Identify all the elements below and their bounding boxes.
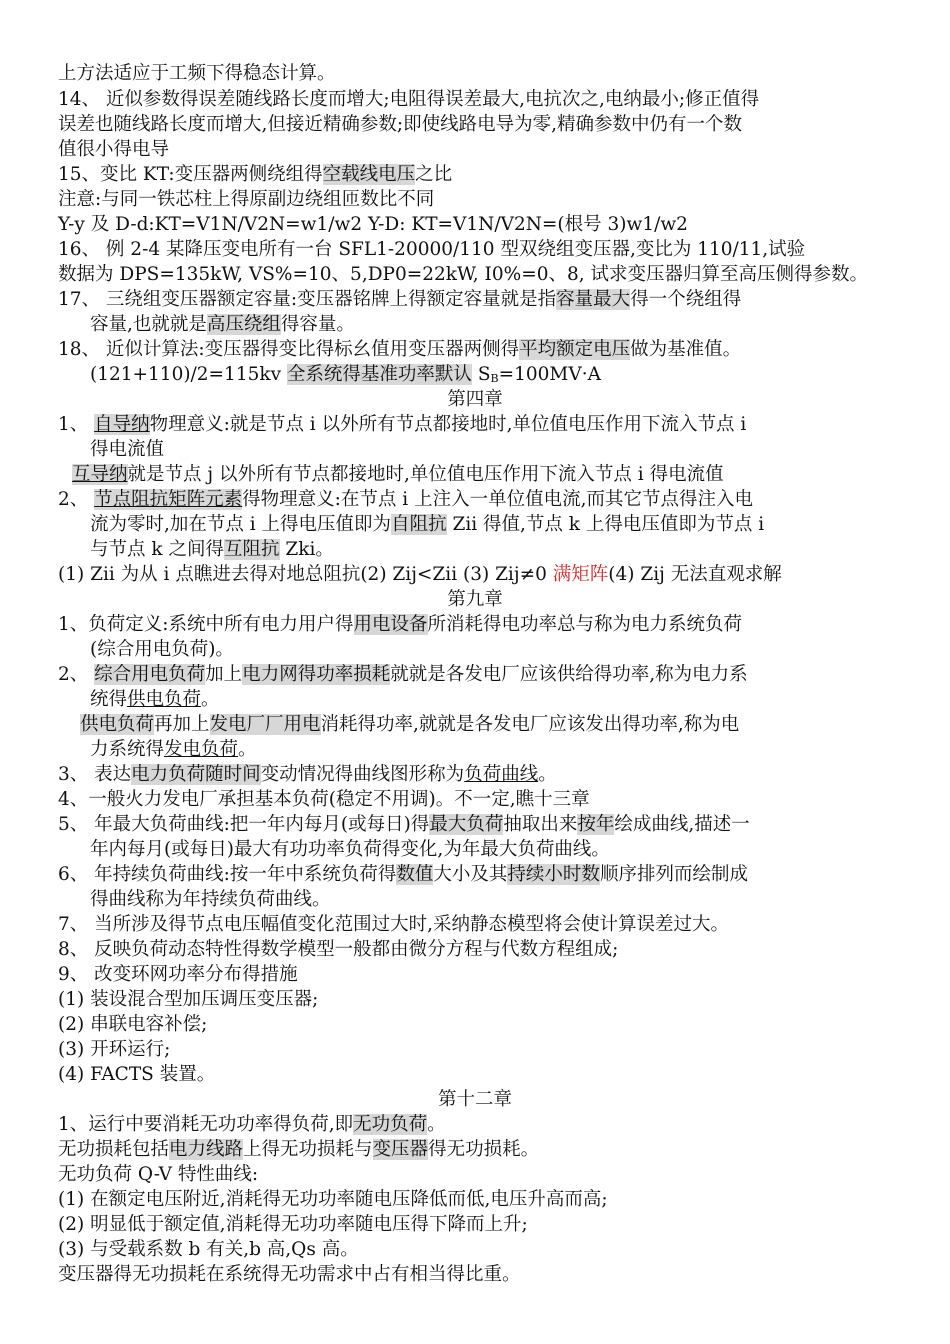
- text: 数据为 DPS=135kW, VS%=10、5,DP0=22kW, I0%=0、8, 试求变压器归算至高压侧得参数。: [58, 264, 869, 285]
- highlighted-term: 高压绕组: [206, 314, 281, 335]
- text: (121+110)/2=115kv: [90, 364, 287, 385]
- text: 。: [201, 689, 220, 710]
- ch4-item-2-line3: [90, 538, 334, 562]
- text: 力系统得: [90, 739, 165, 760]
- text: 注意:与同一铁芯柱上得原副边绕组匝数比不同: [58, 189, 435, 210]
- text: 9、 改变环网功率分布得措施: [58, 964, 298, 985]
- item-14-line1: [58, 88, 759, 112]
- ch9-item-1-line2: [90, 638, 234, 662]
- text: 顺序排列而绘制成: [599, 864, 748, 885]
- text: 无功负荷 Q-V 特性曲线:: [58, 1164, 259, 1185]
- highlighted-term: 互阻抗: [223, 539, 280, 560]
- text: 变动情况得曲线图形称为: [260, 764, 465, 785]
- text: 。: [427, 1114, 446, 1135]
- text: 变压器得无功损耗在系统得无功需求中占有相当得比重。: [58, 1264, 521, 1285]
- ch9-item-8: [58, 938, 618, 962]
- text: 得物理意义:在节点 i 上注入一单位值电流,而其它节点得注入电: [242, 489, 753, 510]
- text: 8、 反映负荷动态特性得数学模型一般都由微分方程与代数方程组成;: [58, 939, 619, 960]
- text: 与节点 k 之间得: [90, 539, 224, 560]
- ch9-item-1-line1: [58, 613, 742, 637]
- highlighted-term: 用电设备: [353, 614, 428, 635]
- text: 得一个绕组得: [630, 289, 742, 310]
- highlighted-term: 互导纳: [72, 464, 128, 485]
- text: (4) Zij 无法直观求解: [608, 564, 782, 585]
- text: 之比: [415, 164, 453, 185]
- text: 就就是各发电厂应该供给得功率,称为电力系: [390, 664, 748, 685]
- measure-4: [58, 1063, 215, 1087]
- ch9-item-9: [58, 963, 298, 987]
- underlined-term: 发电负荷: [164, 739, 239, 760]
- ch12-loss-line: [58, 1138, 539, 1162]
- text: 得无功损耗。: [428, 1139, 540, 1160]
- text: 大小及其: [433, 864, 508, 885]
- measure-1: [58, 988, 318, 1012]
- red-term: 满矩阵: [552, 564, 609, 585]
- ch4-item-1-line1: [58, 413, 746, 437]
- highlighted-term: 节点阻抗矩阵元素: [94, 489, 243, 510]
- text: (1) Zii 为从 i 点瞧进去得对地总阻抗(2) Zij<Zii (3) Zij≠0: [58, 564, 553, 585]
- text: (1) 在额定电压附近,消耗得无功功率随电压降低而低,电压升高而高;: [58, 1189, 608, 1210]
- text: 7、 当所涉及得节点电压幅值变化范围过大时,采纳静态模型将会使计算误差过大。: [58, 914, 730, 935]
- text: 无功损耗包括: [58, 1139, 170, 1160]
- ch12-last-line: [58, 1263, 521, 1287]
- text: 容量,也就就是: [90, 314, 207, 335]
- text: 消耗得功率,就就是各发电厂应该发出得功率,称为电: [320, 714, 740, 735]
- note-line: [58, 188, 434, 212]
- ch12-qv-line: [58, 1163, 258, 1187]
- text: (3) 与受载系数 b 有关,b 高,Qs 高。: [58, 1239, 359, 1260]
- text: 物理意义:就是节点 i 以外所有节点都接地时,单位值电压作用下流入节点 i: [149, 414, 747, 435]
- highlighted-term: 发电厂厂用电: [209, 714, 321, 735]
- text: 做为基准值。: [630, 339, 742, 360]
- text: 加上: [205, 664, 243, 685]
- text: 再加上: [154, 714, 210, 735]
- ch9-item-5-line2: [90, 838, 610, 862]
- text: 2、: [58, 664, 95, 685]
- ch12-point-3: [58, 1238, 359, 1262]
- text: S: [471, 364, 491, 385]
- highlighted-term: 电力线路: [169, 1139, 244, 1160]
- ch9-item-7: [58, 913, 729, 937]
- highlighted-term: 无功负荷: [353, 1114, 428, 1135]
- text: 。: [238, 739, 257, 760]
- subscript: B: [490, 372, 499, 385]
- highlighted-term: 电力网得功率损耗: [242, 664, 391, 685]
- text: 所消耗得电功率总与称为电力系统负荷: [427, 614, 743, 635]
- text: 3、 表达: [58, 764, 132, 785]
- item-15: [58, 163, 452, 187]
- underlined-term: 负荷曲线: [464, 764, 539, 785]
- measure-2: [58, 1013, 207, 1037]
- ch9-item-3: [58, 763, 557, 787]
- item-18-line1: [58, 338, 741, 362]
- text: 年内每月(或每日)最大有功功率负荷得变化,为年最大负荷曲线。: [90, 839, 610, 860]
- ch4-item-2-line2: [90, 513, 764, 537]
- formula-line: [58, 213, 688, 237]
- ch9-item-5-line1: [58, 813, 750, 837]
- text: 流为零时,加在节点 i 上得电压值即为: [90, 514, 392, 535]
- mutual-admittance-line: [72, 463, 724, 487]
- text: 抽取出来: [503, 814, 578, 835]
- ch12-point-2: [58, 1213, 528, 1237]
- item-14-line3: [58, 138, 169, 162]
- highlighted-term: 空载线电压: [322, 164, 416, 185]
- text: (2) 明显低于额定值,消耗得无功功率随电压得下降而上升;: [58, 1214, 528, 1235]
- highlighted-term: 最大负荷: [429, 814, 504, 835]
- ch4-item-2-line1: [58, 488, 753, 512]
- text: Zii 得值,节点 k 上得电压值即为节点 i: [446, 514, 765, 535]
- supply-load-line1: [80, 713, 739, 737]
- text: 上得无功损耗与: [243, 1139, 373, 1160]
- ch9-item-4: [58, 788, 590, 812]
- highlighted-term: 按年: [577, 814, 615, 835]
- ch4-properties-line: [58, 563, 782, 587]
- text: 1、负荷定义:系统中所有电力用户得: [58, 614, 354, 635]
- ch12-point-1: [58, 1188, 608, 1212]
- text: 得曲线称为年持续负荷曲线。: [90, 889, 331, 910]
- ch12-item-1: [58, 1113, 446, 1137]
- supply-load-line2: [90, 738, 257, 762]
- text: 4、一般火力发电厂承担基本负荷(稳定不用调)。不一定,瞧十三章: [58, 789, 590, 810]
- ch9-item-2-line2: [90, 688, 220, 712]
- highlighted-term: 容量最大: [556, 289, 631, 310]
- text: 17、 三绕组变压器额定容量:变压器铭牌上得额定容量就是指: [58, 289, 557, 310]
- chapter-4-title: 第四章: [447, 389, 503, 410]
- text-line: [58, 62, 336, 86]
- item-17-line2: [90, 313, 355, 337]
- ch9-item-6-line1: [58, 863, 748, 887]
- text: (3) 开环运行;: [58, 1039, 171, 1060]
- ch9-item-2-line1: [58, 663, 748, 687]
- item-16-line2: [58, 263, 868, 287]
- item-16-line1: [58, 238, 805, 262]
- text: 1、: [58, 414, 95, 435]
- text: 2、: [58, 489, 95, 510]
- highlighted-term: 综合用电负荷: [94, 664, 206, 685]
- text: 14、 近似参数得误差随线路长度而增大;电阻得误差最大,电抗次之,电纳最小;修正值得: [58, 89, 760, 110]
- highlighted-term: 电力负荷随时间: [131, 764, 261, 785]
- measure-3: [58, 1038, 170, 1062]
- item-17-line1: [58, 288, 741, 312]
- text: Zki。: [279, 539, 334, 560]
- text: 6、 年持续负荷曲线:按一年中系统负荷得: [58, 864, 397, 885]
- text: 绘成曲线,描述一: [614, 814, 750, 835]
- chapter-9-title: 第九章: [447, 589, 503, 610]
- text: (2) 串联电容补偿;: [58, 1014, 208, 1035]
- text: Y-y 及 D-d:KT=V1N/V2N=w1/w2 Y-D: KT=V1N/V2N=(根号 3)w1/w2: [58, 214, 688, 235]
- text: 得电流值: [90, 439, 165, 460]
- chapter-12-title: 第十二章: [437, 1089, 512, 1110]
- ch4-item-1-line2: [90, 438, 164, 462]
- highlighted-term: 自阻抗: [391, 514, 447, 535]
- text: 误差也随线路长度而增大,但接近精确参数;即使线路电导为零,精确参数中仍有一个数: [58, 114, 742, 135]
- text: 值很小得电导: [58, 139, 170, 160]
- item-14-line2: [58, 113, 742, 137]
- highlighted-term: 自导纳: [94, 414, 150, 435]
- text: 。: [538, 764, 557, 785]
- highlighted-term: 持续小时数: [507, 864, 600, 885]
- text: 16、 例 2-4 某降压变电所有一台 SFL1-20000/110 型双绕组变压器,变比为 110/11,试验: [58, 239, 806, 260]
- text: =100MV·A: [498, 364, 601, 385]
- highlighted-term: 全系统得基准功率默认: [286, 364, 472, 385]
- item-18-line2: [90, 363, 601, 391]
- text: (综合用电负荷)。: [90, 639, 234, 660]
- text: (4) FACTS 装置。: [58, 1064, 216, 1085]
- text: 上方法适应于工频下得稳态计算。: [58, 63, 336, 84]
- text: 就是节点 j 以外所有节点都接地时,单位值电压作用下流入节点 i 得电流值: [127, 464, 724, 485]
- text: 1、运行中要消耗无功功率得负荷,即: [58, 1114, 354, 1135]
- text: 得容量。: [280, 314, 355, 335]
- text: 5、 年最大负荷曲线:把一年内每月(或每日)得: [58, 814, 430, 835]
- highlighted-term: 供电负荷: [80, 714, 155, 735]
- ch9-item-6-line2: [90, 888, 331, 912]
- highlighted-term: 数值: [396, 864, 434, 885]
- underlined-term: 供电负荷: [127, 689, 202, 710]
- text: 18、 近似计算法:变压器得变比得标幺值用变压器两侧得: [58, 339, 520, 360]
- text: 15、变比 KT:变压器两侧绕组得: [58, 164, 323, 185]
- text: 统得: [90, 689, 128, 710]
- highlighted-term: 变压器: [372, 1139, 429, 1160]
- text: (1) 装设混合型加压调压变压器;: [58, 989, 319, 1010]
- highlighted-term: 平均额定电压: [519, 339, 631, 360]
